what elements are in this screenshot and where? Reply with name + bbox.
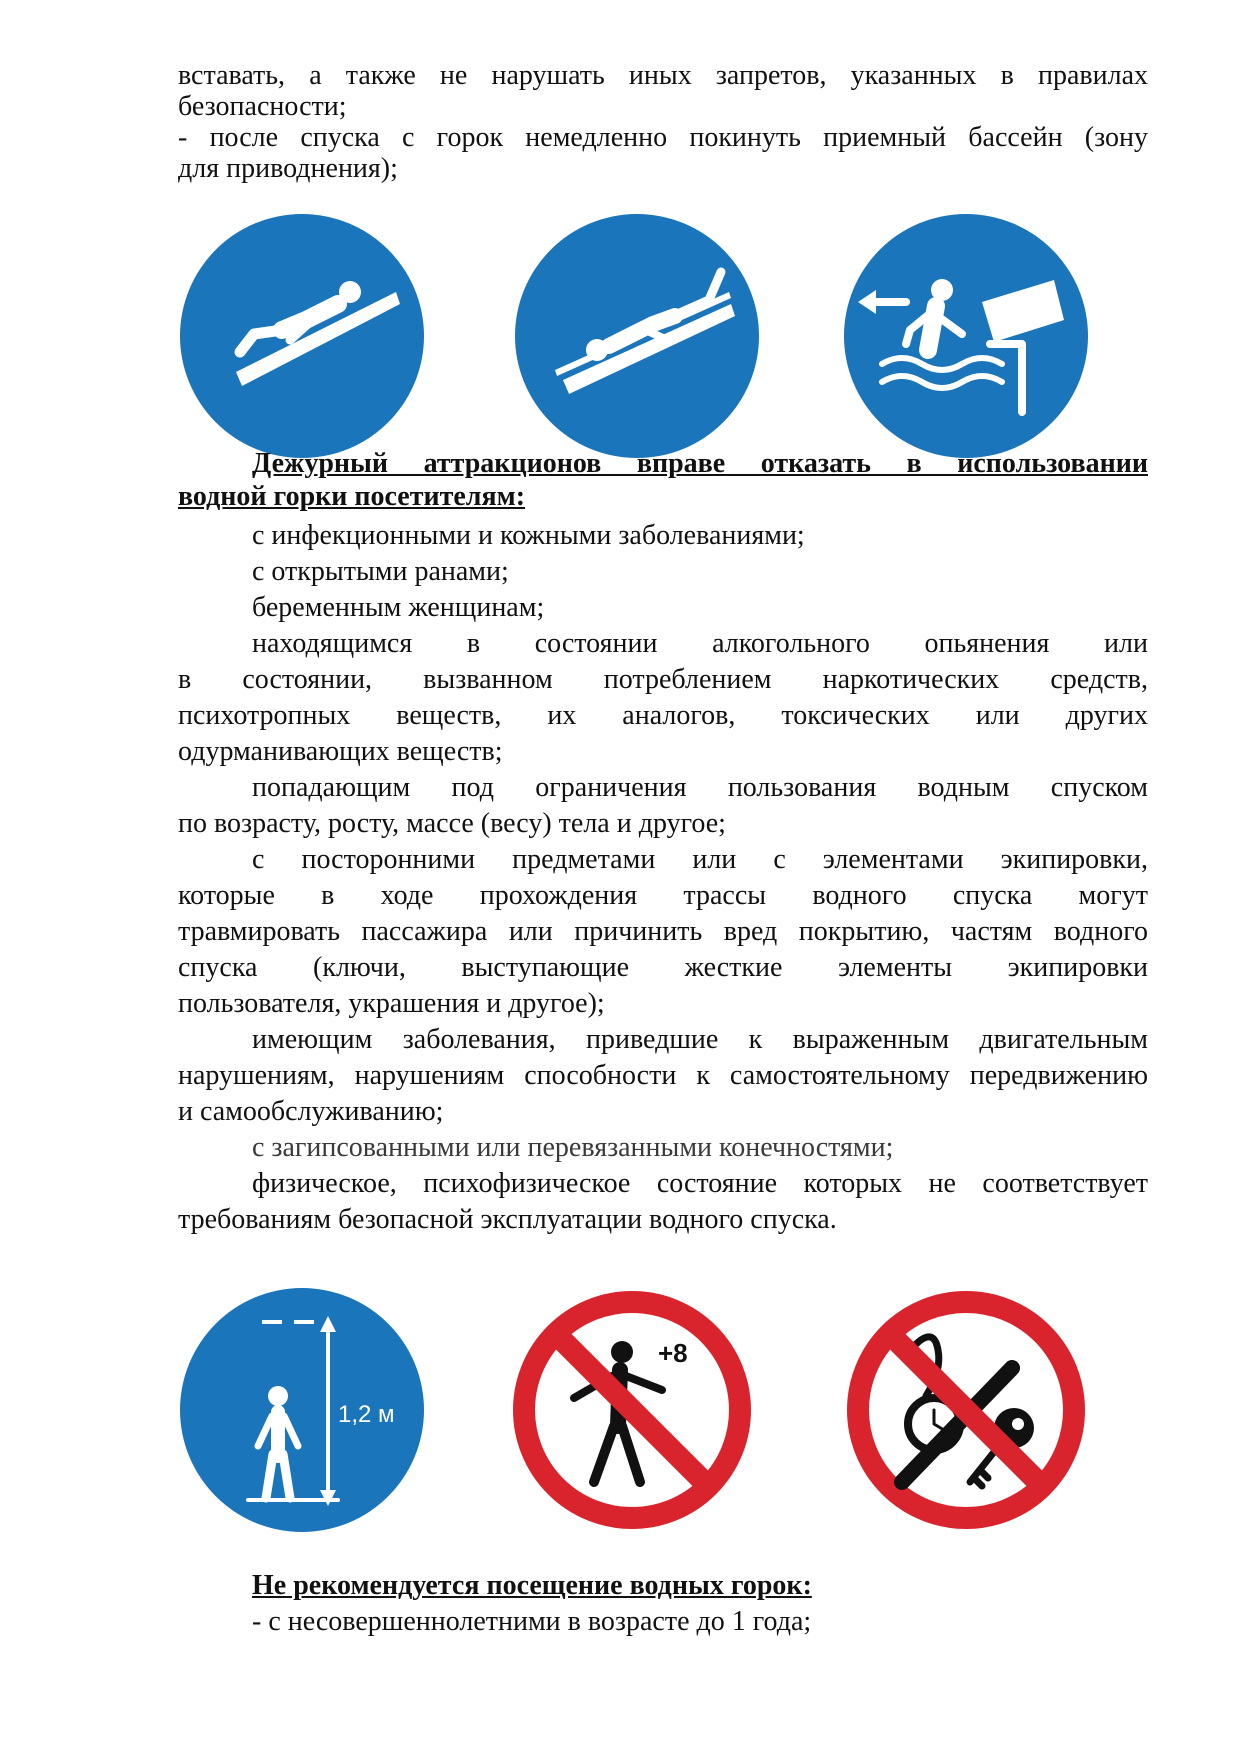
intro-line-3: - после спуска с горок немедленно покинуть приемный бассейн (зону: [178, 122, 1148, 153]
height-label: 1,2 м: [338, 1401, 395, 1428]
list-item: с открытыми ранами;: [252, 556, 509, 587]
list-item-cont: по возрасту, росту, массе (весу) тела и другое;: [178, 808, 726, 839]
list-item: с инфекционными и кожными заболеваниями;: [252, 520, 805, 551]
list-item-cont: психотропных веществ, их аналогов, токсических или других: [178, 700, 1148, 731]
age-restriction-sign: [508, 1286, 756, 1534]
list-item: имеющим заболевания, приведшие к выраженным двигательным: [252, 1024, 1148, 1055]
intro-line-2: безопасности;: [178, 91, 347, 122]
intro-line-4: для приводнения);: [178, 153, 398, 184]
refusal-heading-line-2: водной горки посетителям:: [178, 481, 526, 512]
list-item: беременным женщинам;: [252, 592, 545, 623]
list-item: находящимся в состоянии алкогольного опьянения или: [252, 628, 1148, 659]
slide-lying-sign: [513, 212, 761, 460]
age-label: +8: [658, 1338, 688, 1368]
refusal-heading-line-1: Дежурный аттракционов вправе отказать в использовании: [252, 448, 1148, 479]
list-item: с посторонними предметами или с элементами экипировки,: [252, 844, 1148, 875]
recommendation-heading: Не рекомендуется посещение водных горок:: [252, 1570, 812, 1601]
list-item-cont: одурманивающих веществ;: [178, 736, 503, 767]
list-item: попадающим под ограничения пользования водным спуском: [252, 772, 1148, 803]
list-item-cont: спуска (ключи, выступающие жесткие элементы экипировки: [178, 952, 1148, 983]
leave-pool-sign: [842, 212, 1090, 460]
slide-feet-first-sign: [178, 212, 426, 460]
list-item-cont: травмировать пассажира или причинить вред покрытию, частям водного: [178, 916, 1148, 947]
list-item-cont: в состоянии, вызванном потреблением наркотических средств,: [178, 664, 1148, 695]
no-objects-sign: [842, 1286, 1090, 1534]
intro-line-1: вставать, а также не нарушать иных запретов, указанных в правилах: [178, 60, 1148, 91]
list-item-cont: требованиям безопасной эксплуатации водного спуска.: [178, 1204, 837, 1235]
list-item: физическое, психофизическое состояние которых не соответствует: [252, 1168, 1148, 1199]
list-item-cont: которые в ходе прохождения трассы водного спуска могут: [178, 880, 1148, 911]
list-item-cont: пользователя, украшения и другое);: [178, 988, 605, 1019]
height-limit-sign: [178, 1286, 426, 1534]
list-item-cont: нарушениям, нарушениям способности к самостоятельному передвижению: [178, 1060, 1148, 1091]
recommendation-item: - с несовершеннолетними в возрасте до 1 года;: [252, 1606, 812, 1637]
list-item: с загипсованными или перевязанными конечностями;: [252, 1132, 894, 1163]
list-item-cont: и самообслуживанию;: [178, 1096, 444, 1127]
